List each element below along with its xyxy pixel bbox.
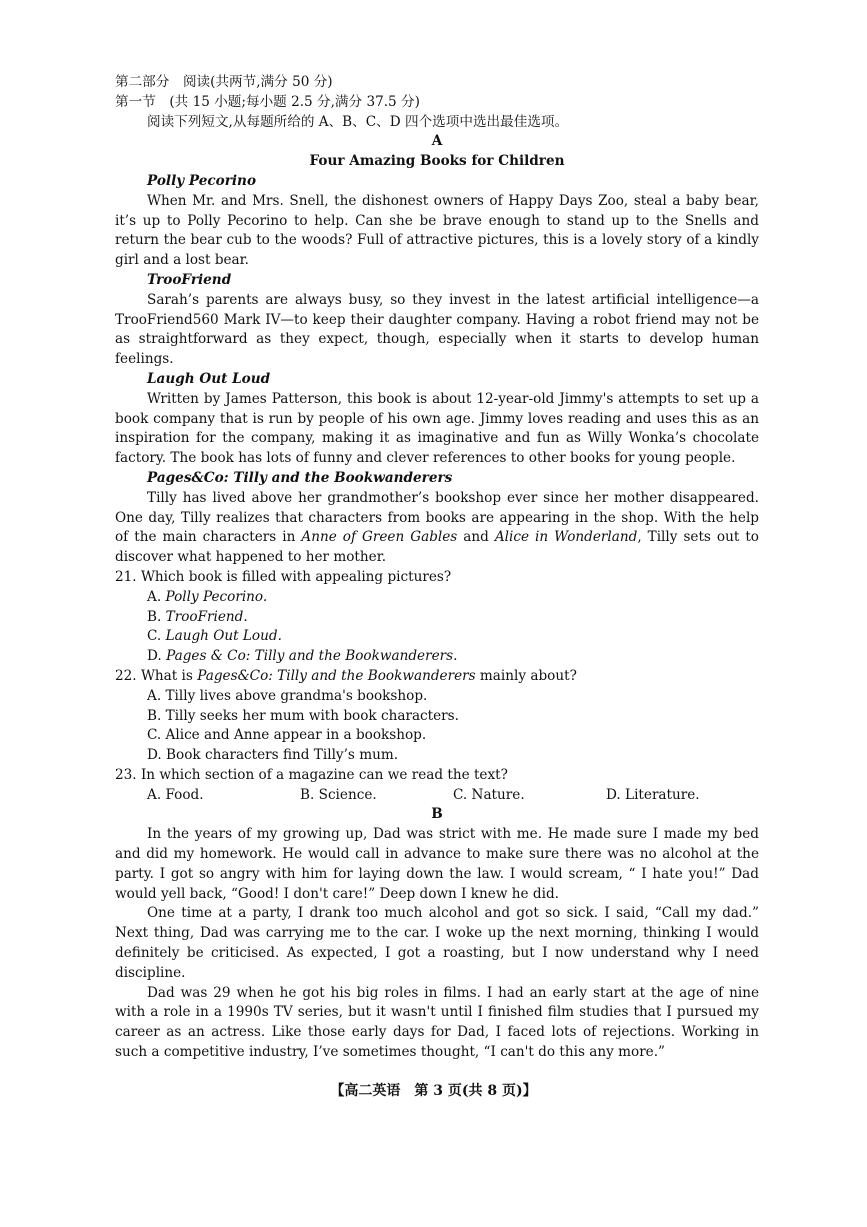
q23-option-a[interactable]: A. Food. xyxy=(147,786,204,803)
book-text-laugh: Written by James Patterson, this book is about 12-year-old Jimmy's attempts to set up a book company that is run by people of his own age. Jimmy loves reading and uses this as an inspiration for the company, making it as imaginative and fun as Willy Wonka’s chocolate factory. The book has lots of funny and clever references to other books for young people. xyxy=(115,390,759,467)
question-23-stem: 23. In which section of a magazine can we read the text? xyxy=(115,766,508,783)
q21-option-c[interactable]: C. Laugh Out Loud. xyxy=(147,628,282,645)
passage-b-paragraph: One time at a party, I drank too much alcohol and got so sick. I said, “Call my dad.” Next thing, Dad was carrying me to the car. I woke up the next morning, thinking I would definitely be criticised. As expected, I got a roasting, but I now understand why I need discipline. xyxy=(115,905,759,981)
passage-a-title: Four Amazing Books for Children xyxy=(309,153,565,170)
book-title-pages: Pages&Co: Tilly and the Bookwanderers xyxy=(147,469,453,486)
passage-b-paragraph: In the years of my growing up, Dad was strict with me. He made sure I made my bed and did my homework. He would call in advance to make sure there was no alcohol at the party. I got so angry with him for laying down the law. I would scream, “ I hate you!” Dad would yell back, “Good! I don't care!” Deep down I knew he did. xyxy=(115,826,759,902)
part-heading: 第二部分 阅读(共两节,满分 50 分) xyxy=(115,74,333,90)
q22-option-a[interactable]: A. Tilly lives above grandma's bookshop. xyxy=(147,687,428,704)
instruction: 阅读下列短文,从每题所给的 A、B、C、D 四个选项中选出最佳选项。 xyxy=(147,113,569,130)
q21-option-d[interactable]: D. Pages & Co: Tilly and the Bookwanderers. xyxy=(147,648,458,665)
q22-option-d[interactable]: D. Book characters find Tilly’s mum. xyxy=(147,747,399,764)
book-text-pages: Tilly has lived above her grandmother’s bookshop ever since her mother disappeared. One day, Tilly realizes that characters from books are appearing in the shop. With the help of the main characters in Anne of Green Gables and Alice in Wonderland, Tilly sets out to discover what happened to her mother. xyxy=(115,489,759,566)
q23-option-c[interactable]: C. Nature. xyxy=(453,786,525,803)
book-title-troofriend: TrooFriend xyxy=(147,271,232,288)
passage-b-label: B xyxy=(431,806,443,823)
q21-option-b[interactable]: B. TrooFriend. xyxy=(147,608,248,625)
q23-options xyxy=(115,786,759,806)
book-title-laugh: Laugh Out Loud xyxy=(147,370,271,387)
q21-option-a[interactable]: A. Polly Pecorino. xyxy=(147,588,268,605)
q23-option-b[interactable]: B. Science. xyxy=(300,786,377,803)
page-footer: 【高二英语 第 3 页(共 8 页)】 xyxy=(330,1083,537,1099)
q23-option-d[interactable]: D. Literature. xyxy=(606,786,700,803)
passage-a-label: A xyxy=(431,133,443,150)
question-21-stem: 21. Which book is filled with appealing pictures? xyxy=(115,568,452,585)
q22-option-b[interactable]: B. Tilly seeks her mum with book characters. xyxy=(147,707,459,724)
book-text-polly: When Mr. and Mrs. Snell, the dishonest owners of Happy Days Zoo, steal a baby bear, it’s up to Polly Pecorino to help. Can she be brave enough to stand up to the Snells and return the bear cub to the woods? Full of attractive pictures, this is a lovely story of a kindly girl and a lost bear. xyxy=(115,192,759,269)
question-22-stem: 22. What is Pages&Co: Tilly and the Bookwanderers mainly about? xyxy=(115,667,577,684)
section-heading: 第一节 (共 15 小题;每小题 2.5 分,满分 37.5 分) xyxy=(115,93,420,110)
book-title-polly: Polly Pecorino xyxy=(147,172,257,189)
book-text-troofriend: Sarah’s parents are always busy, so they invest in the latest artificial intelligence—a TrooFriend560 Mark IV—to keep their daughter company. Having a robot friend may not be as straightforward as they expect, though, especially when it starts to develop human feelings. xyxy=(115,291,759,368)
q22-option-c[interactable]: C. Alice and Anne appear in a bookshop. xyxy=(147,727,427,744)
passage-b-paragraph: Dad was 29 when he got his big roles in films. I had an early start at the age of nine with a role in a 1990s TV series, but it wasn't until I finished film studies that I pursued my career as an actress. Like those early days for Dad, I faced lots of rejections. Working in such a competitive industry, I’ve sometimes thought, “I can't do this any more.” xyxy=(115,984,759,1061)
